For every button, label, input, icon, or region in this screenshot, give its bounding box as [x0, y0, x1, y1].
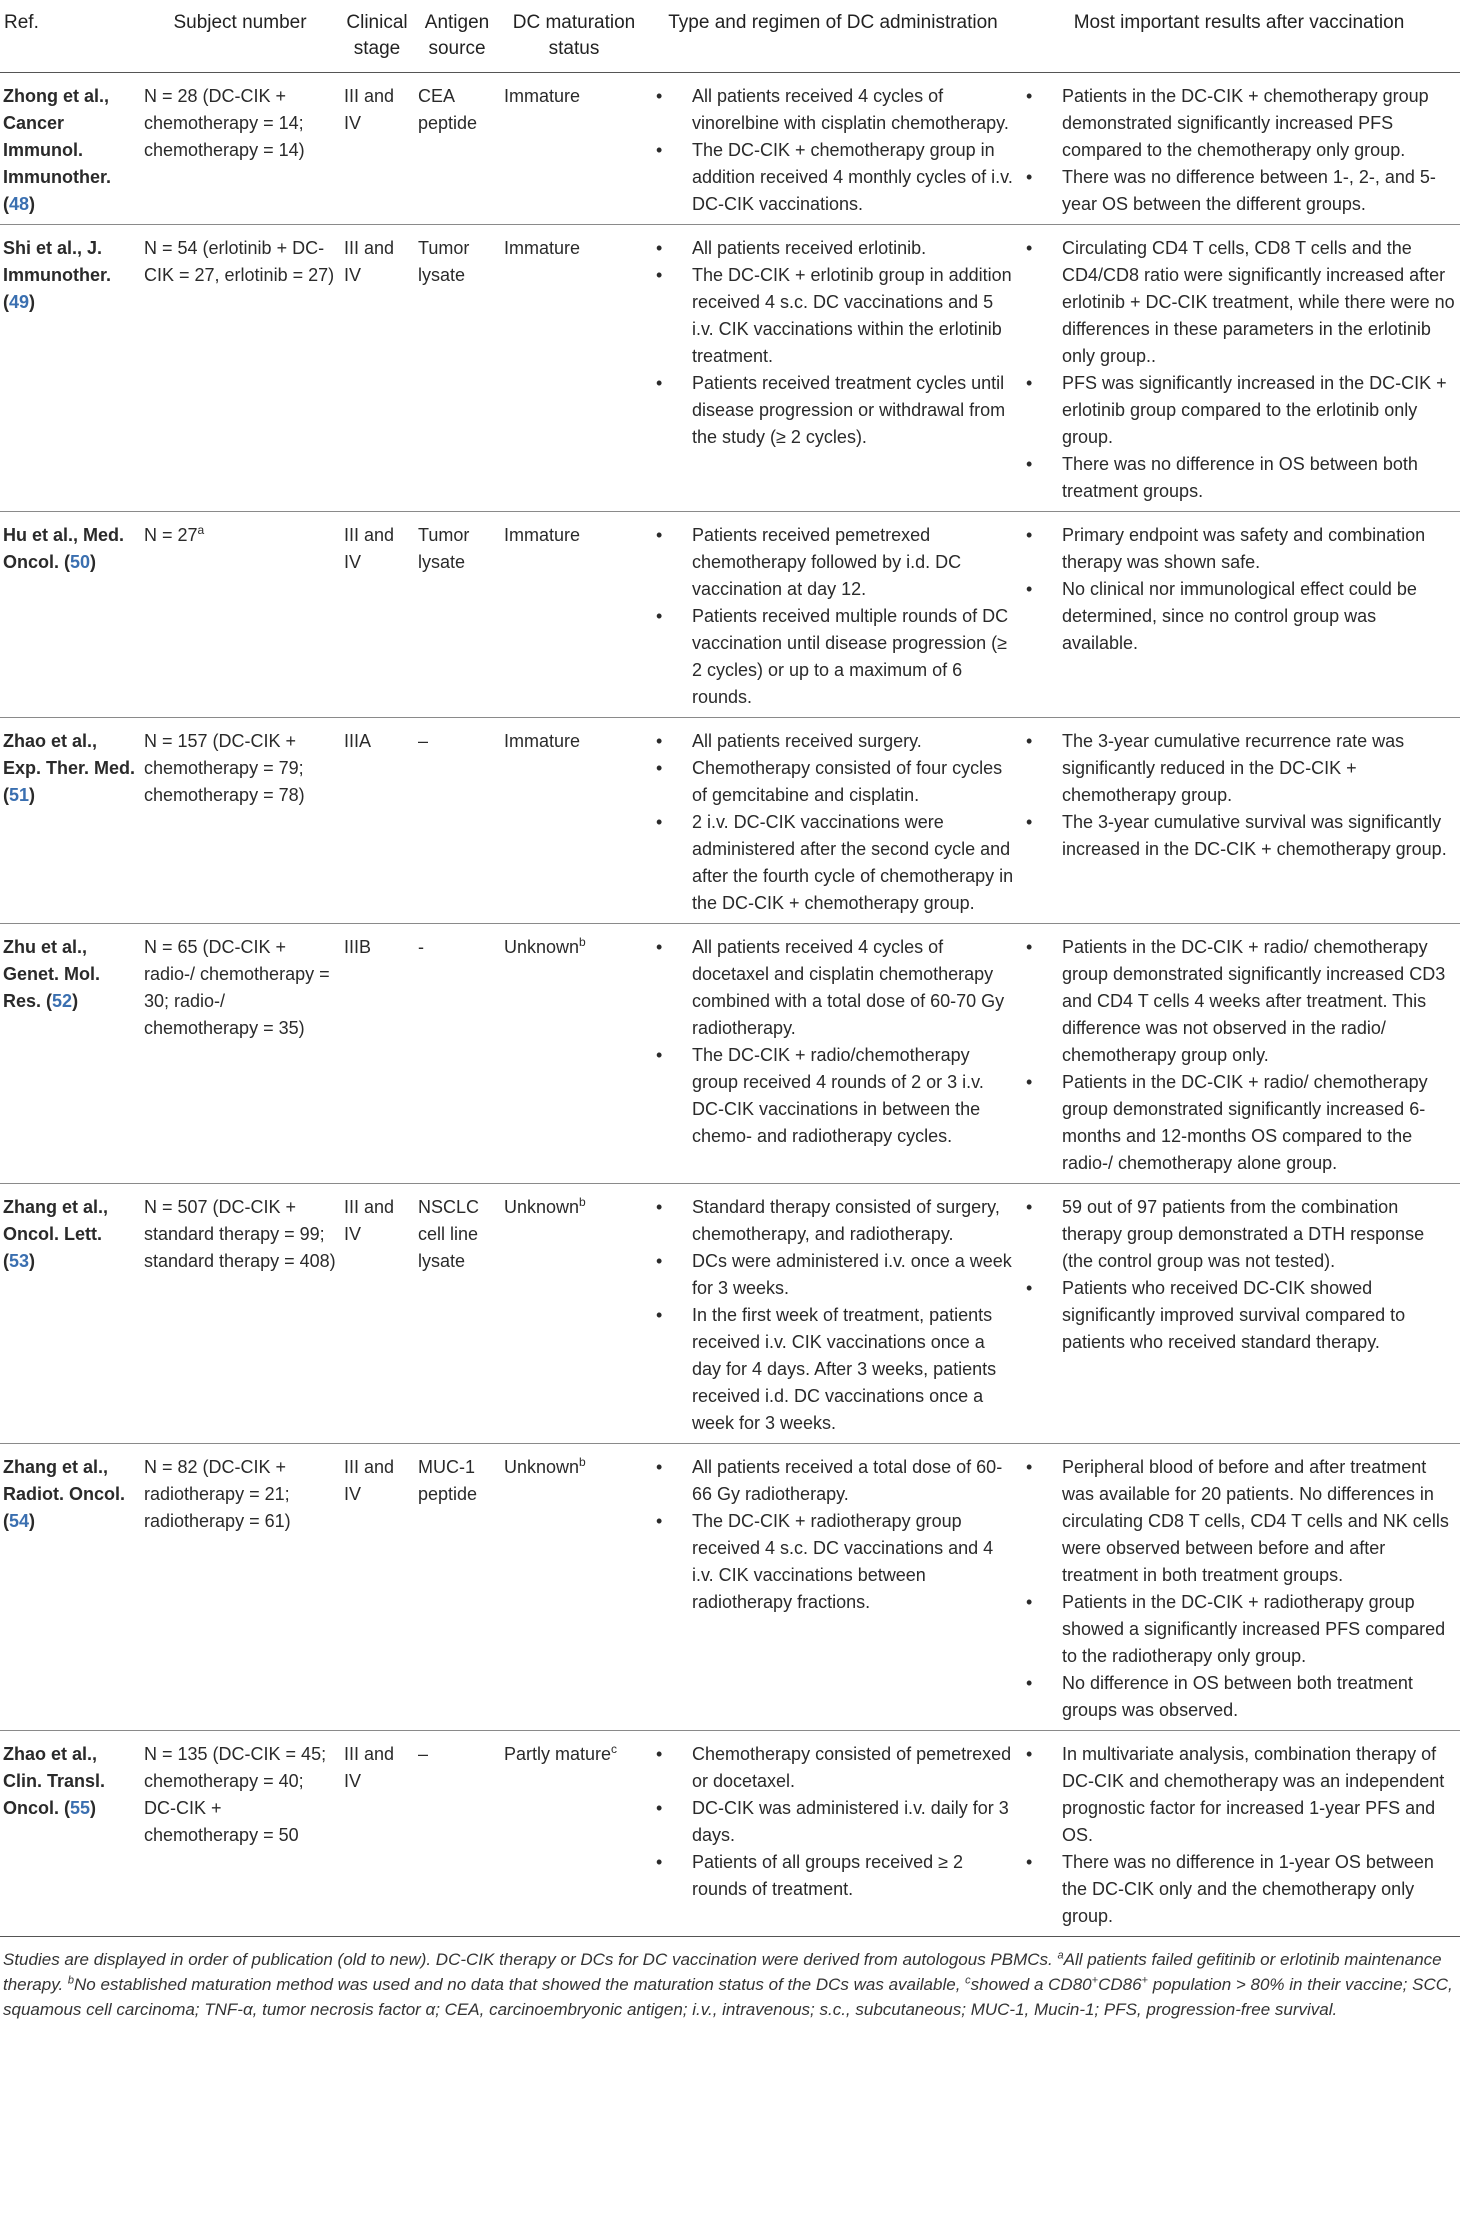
regimen-item: • The DC-CIK + radiotherapy group received 4 s.c. DC vaccinations and 4 i.v. CIK vaccinations between radiotherapy fractions. [652, 1508, 1014, 1616]
cell-antigen-source: Tumor lysate [418, 238, 470, 285]
regimen-item: • DCs were administered i.v. once a week for 3 weeks. [652, 1248, 1014, 1302]
table-footnote [0, 1937, 1460, 2022]
ref-text: Hu et al., Med. Oncol. ( [3, 525, 125, 572]
regimen-item: • Patients received pemetrexed chemotherapy followed by i.d. DC vaccination at day 12. [652, 522, 1014, 603]
cell-regimen [648, 512, 1018, 718]
ref-text: Shi et al., J. Immunother. ( [3, 238, 112, 312]
citation-link[interactable]: 52 [52, 991, 73, 1011]
cell-ref [0, 225, 140, 512]
footnote-c-text-2: CD86 [1098, 1975, 1142, 1994]
subject-text: N = 507 (DC-CIK + standard therapy = 99; standard therapy = 408) [144, 1197, 336, 1271]
footnote-c-mark: c [965, 1974, 971, 1987]
results-list [1022, 522, 1456, 657]
regimen-list [652, 235, 1014, 451]
table-row [0, 512, 1460, 718]
result-item: • PFS was significantly increased in the DC-CIK + erlotinib group compared to the erlotinib only group. [1022, 370, 1456, 451]
results-list [1022, 934, 1456, 1177]
results-list [1022, 1454, 1456, 1724]
subject-footnote-mark: a [197, 523, 205, 537]
cell-antigen-source: MUC-1 peptide [418, 1457, 478, 1504]
cell-antigen-source: – [418, 731, 429, 751]
cell-clinical-stage: III and IV [344, 1744, 395, 1791]
ref-text: Zhang et al., Radiot. Oncol. ( [3, 1457, 126, 1531]
cell-dc-maturation [500, 512, 648, 718]
cell-clinical-stage: III and IV [344, 525, 395, 572]
subject-text: N = 157 (DC-CIK + chemotherapy = 79; chemotherapy = 78) [144, 731, 305, 805]
footnote-plus-1: + [1091, 1974, 1099, 1987]
cell-dc-maturation [500, 1731, 648, 1937]
results-list [1022, 235, 1456, 505]
cell-subject-number [140, 73, 340, 225]
maturation-footnote-mark: b [579, 1455, 586, 1469]
result-item: • No clinical nor immunological effect could be determined, since no control group was available. [1022, 576, 1456, 657]
ref-close: ) [72, 991, 79, 1011]
ref-text: Zhong et al., Cancer Immunol. Immunother. ( [3, 86, 112, 214]
regimen-item: • The DC-CIK + radio/chemotherapy group received 4 rounds of 2 or 3 i.v. DC-CIK vaccinations in between the chemo- and radiotherapy cycles. [652, 1042, 1014, 1150]
maturation-text: Immature [504, 525, 581, 545]
cell-subject-number [140, 1731, 340, 1937]
regimen-list [652, 1741, 1014, 1903]
cell-dc-maturation [500, 1184, 648, 1444]
regimen-list [652, 1454, 1014, 1616]
cell-results [1018, 512, 1460, 718]
citation-link[interactable]: 53 [9, 1251, 30, 1271]
regimen-item: • Chemotherapy consisted of pemetrexed or docetaxel. [652, 1741, 1014, 1795]
result-item: • 59 out of 97 patients from the combination therapy group demonstrated a DTH response (the control group was not tested). [1022, 1194, 1456, 1275]
table-row [0, 225, 1460, 512]
ref-close: ) [90, 1798, 97, 1818]
cell-antigen-source: - [418, 937, 424, 957]
regimen-item: • All patients received 4 cycles of docetaxel and cisplatin chemotherapy combined with a total dose of 60-70 Gy radiotherapy. [652, 934, 1014, 1042]
citation-link[interactable]: 54 [9, 1511, 30, 1531]
regimen-item: • The DC-CIK + erlotinib group in addition received 4 s.c. DC vaccinations and 5 i.v. CIK vaccinations within the erlotinib treatment. [652, 262, 1014, 370]
regimen-list [652, 934, 1014, 1150]
cell-clinical-stage: III and IV [344, 238, 395, 285]
cell-ref [0, 924, 140, 1184]
maturation-footnote-mark: b [579, 935, 586, 949]
header-results: Most important results after vaccination [1073, 12, 1405, 33]
results-list [1022, 1194, 1456, 1356]
cell-clinical-stage: IIIA [344, 731, 372, 751]
subject-text: N = 82 (DC-CIK + radiotherapy = 21; radiotherapy = 61) [144, 1457, 291, 1531]
cell-antigen-source: Tumor lysate [418, 525, 470, 572]
maturation-text: Unknown [504, 1197, 580, 1217]
cell-regimen [648, 1184, 1018, 1444]
regimen-item: • All patients received surgery. [652, 728, 1014, 755]
header-ref: Ref. [4, 12, 39, 33]
cell-regimen [648, 924, 1018, 1184]
regimen-item: • All patients received erlotinib. [652, 235, 1014, 262]
table-row [0, 73, 1460, 225]
footnote-b-text: No established maturation method was used and no data that showed the maturation status of the DCs was available, [74, 1975, 966, 1994]
header-dc-maturation: DC maturation status [512, 12, 636, 59]
footnote-intro: Studies are displayed in order of publication (old to new). DC-CIK therapy or DCs for DC vaccination were derived from autologous PBMCs. [3, 1950, 1058, 1969]
table-row [0, 1444, 1460, 1731]
cell-dc-maturation [500, 1444, 648, 1731]
result-item: • There was no difference between 1-, 2-, and 5-year OS between the different groups. [1022, 164, 1456, 218]
citation-link[interactable]: 49 [9, 292, 30, 312]
regimen-item: • 2 i.v. DC-CIK vaccinations were administered after the second cycle and after the fourth cycle of chemotherapy in the DC-CIK + chemotherapy group. [652, 809, 1014, 917]
maturation-text: Unknown [504, 937, 580, 957]
regimen-item: • Patients of all groups received ≥ 2 rounds of treatment. [652, 1849, 1014, 1903]
cell-ref [0, 718, 140, 924]
result-item: • There was no difference in OS between both treatment groups. [1022, 451, 1456, 505]
cell-regimen [648, 73, 1018, 225]
results-list [1022, 728, 1456, 863]
cell-ref [0, 512, 140, 718]
header-clinical-stage: Clinical stage [346, 12, 408, 59]
subject-text: N = 135 (DC-CIK = 45; chemotherapy = 40; DC-CIK + chemotherapy = 50 [144, 1744, 327, 1845]
cell-dc-maturation [500, 924, 648, 1184]
cell-ref [0, 1184, 140, 1444]
regimen-item: • Patients received treatment cycles until disease progression or withdrawal from the study (≥ 2 cycles). [652, 370, 1014, 451]
maturation-text: Unknown [504, 1457, 580, 1477]
maturation-text: Immature [504, 731, 581, 751]
subject-text: N = 28 (DC-CIK + chemotherapy = 14; chemotherapy = 14) [144, 86, 305, 160]
result-item: • Peripheral blood of before and after treatment was available for 20 patients. No differences in circulating CD8 T cells, CD4 T cells and NK cells were observed between before and after treatment in both treatment groups. [1022, 1454, 1456, 1589]
footnote-b-mark: b [67, 1974, 75, 1987]
ref-text: Zhu et al., Genet. Mol. Res. ( [3, 937, 101, 1011]
cell-results [1018, 1444, 1460, 1731]
result-item: • There was no difference in 1-year OS between the DC-CIK only and the chemotherapy only group. [1022, 1849, 1456, 1930]
result-item: • Patients in the DC-CIK + chemotherapy group demonstrated significantly increased PFS compared to the chemotherapy only group. [1022, 83, 1456, 164]
ref-close: ) [29, 292, 36, 312]
table-row [0, 1731, 1460, 1937]
result-item: • The 3-year cumulative recurrence rate was significantly reduced in the DC-CIK + chemotherapy group. [1022, 728, 1456, 809]
ref-text: Zhao et al., Exp. Ther. Med. ( [3, 731, 136, 805]
footnote-c-text-1: showed a CD80 [970, 1975, 1092, 1994]
cell-dc-maturation [500, 73, 648, 225]
ref-close: ) [29, 194, 36, 214]
maturation-footnote-mark: c [611, 1742, 618, 1756]
citation-link[interactable]: 48 [9, 194, 30, 214]
citation-link[interactable]: 50 [70, 552, 91, 572]
citation-link[interactable]: 55 [70, 1798, 91, 1818]
result-item: • Patients who received DC-CIK showed significantly improved survival compared to patients who received standard therapy. [1022, 1275, 1456, 1356]
maturation-text: Immature [504, 238, 581, 258]
cell-results [1018, 924, 1460, 1184]
header-antigen-source: Antigen source [424, 12, 490, 59]
cell-ref [0, 1444, 140, 1731]
footnote-a-text: All patients failed gefitinib or erlotinib maintenance therapy. [3, 1950, 1442, 1994]
result-item: • Circulating CD4 T cells, CD8 T cells and the CD4/CD8 ratio were significantly increased after erlotinib + DC-CIK treatment, while there were no differences in these parameters in the erlotinib only group.. [1022, 235, 1456, 370]
cell-dc-maturation [500, 225, 648, 512]
cell-clinical-stage: III and IV [344, 86, 395, 133]
result-item: • In multivariate analysis, combination therapy of DC-CIK and chemotherapy was an independent prognostic factor for increased 1-year PFS and OS. [1022, 1741, 1456, 1849]
regimen-item: • Patients received multiple rounds of DC vaccination until disease progression (≥ 2 cycles) or up to a maximum of 6 rounds. [652, 603, 1014, 711]
regimen-item: • DC-CIK was administered i.v. daily for 3 days. [652, 1795, 1014, 1849]
results-list [1022, 1741, 1456, 1930]
cell-regimen [648, 1731, 1018, 1937]
footnote-c-text-3: population > 80% in their vaccine; SCC, squamous cell carcinoma; TNF-α, tumor necrosis factor α; CEA, carcinoembryonic antigen; i.v., intravenous; s.c., subcutaneous; MUC-1, Mucin-1; PFS, progression-free survival. [3, 1975, 1453, 2019]
table-row [0, 1184, 1460, 1444]
ref-close: ) [29, 1511, 36, 1531]
cell-subject-number [140, 718, 340, 924]
result-item: • No difference in OS between both treatment groups was observed. [1022, 1670, 1456, 1724]
cell-results [1018, 1731, 1460, 1937]
cell-antigen-source: CEA peptide [418, 86, 478, 133]
cell-regimen [648, 718, 1018, 924]
cell-clinical-stage: III and IV [344, 1457, 395, 1504]
cell-antigen-source: – [418, 1744, 429, 1764]
cell-regimen [648, 1444, 1018, 1731]
table-row [0, 718, 1460, 924]
cell-clinical-stage: IIIB [344, 937, 372, 957]
header-row [0, 0, 1460, 73]
ref-close: ) [90, 552, 97, 572]
cell-antigen-source: NSCLC cell line lysate [418, 1197, 480, 1271]
citation-link[interactable]: 51 [9, 785, 30, 805]
cell-results [1018, 1184, 1460, 1444]
ref-text: Zhao et al., Clin. Transl. Oncol. ( [3, 1744, 106, 1818]
cell-subject-number [140, 512, 340, 718]
result-item: • Primary endpoint was safety and combination therapy was shown safe. [1022, 522, 1456, 576]
results-list [1022, 83, 1456, 218]
cell-results [1018, 73, 1460, 225]
header-subject-number: Subject number [173, 12, 307, 33]
cell-results [1018, 225, 1460, 512]
table-row [0, 924, 1460, 1184]
cell-subject-number [140, 924, 340, 1184]
cell-results [1018, 718, 1460, 924]
footnote-plus-2: + [1141, 1974, 1148, 1987]
regimen-item: • All patients received 4 cycles of vinorelbine with cisplatin chemotherapy. [652, 83, 1014, 137]
regimen-item: • Standard therapy consisted of surgery, chemotherapy, and radiotherapy. [652, 1194, 1014, 1248]
cell-ref [0, 1731, 140, 1937]
ref-close: ) [29, 1251, 36, 1271]
regimen-item: • Chemotherapy consisted of four cycles of gemcitabine and cisplatin. [652, 755, 1014, 809]
ref-text: Zhang et al., Oncol. Lett. ( [3, 1197, 109, 1271]
regimen-list [652, 83, 1014, 218]
cell-regimen [648, 225, 1018, 512]
cell-subject-number [140, 1184, 340, 1444]
regimen-item: • In the first week of treatment, patients received i.v. CIK vaccinations once a day for 4 days. After 3 weeks, patients received i.d. DC vaccinations once a week for 3 weeks. [652, 1302, 1014, 1437]
regimen-item: • The DC-CIK + chemotherapy group in addition received 4 monthly cycles of i.v. DC-CIK vaccinations. [652, 137, 1014, 218]
cell-subject-number [140, 225, 340, 512]
subject-text: N = 65 (DC-CIK + radio-/ chemotherapy = 30; radio-/ chemotherapy = 35) [144, 937, 330, 1038]
cell-subject-number [140, 1444, 340, 1731]
result-item: • Patients in the DC-CIK + radiotherapy group showed a significantly increased PFS compared to the radiotherapy only group. [1022, 1589, 1456, 1670]
maturation-text: Partly mature [504, 1744, 612, 1764]
cell-dc-maturation [500, 718, 648, 924]
regimen-list [652, 728, 1014, 917]
result-item: • The 3-year cumulative survival was significantly increased in the DC-CIK + chemotherapy group. [1022, 809, 1456, 863]
maturation-footnote-mark: b [579, 1195, 586, 1209]
regimen-list [652, 522, 1014, 711]
cell-clinical-stage: III and IV [344, 1197, 395, 1244]
cell-ref [0, 73, 140, 225]
regimen-item: • All patients received a total dose of 60-66 Gy radiotherapy. [652, 1454, 1014, 1508]
result-item: • Patients in the DC-CIK + radio/ chemotherapy group demonstrated significantly increased CD3 and CD4 T cells 4 weeks after treatment. This difference was not observed in the radio/ chemotherapy group only. [1022, 934, 1456, 1069]
result-item: • Patients in the DC-CIK + radio/ chemotherapy group demonstrated significantly increased 6-months and 12-months OS compared to the radio-/ chemotherapy alone group. [1022, 1069, 1456, 1177]
regimen-list [652, 1194, 1014, 1437]
table-body [0, 73, 1460, 1937]
subject-text: N = 54 (erlotinib + DC-CIK = 27, erlotinib = 27) [144, 238, 335, 285]
ref-close: ) [29, 785, 36, 805]
header-regimen: Type and regimen of DC administration [668, 12, 998, 33]
maturation-text: Immature [504, 86, 581, 106]
subject-text: N = 27 [144, 525, 198, 545]
footnote-a-mark: a [1057, 1949, 1064, 1962]
